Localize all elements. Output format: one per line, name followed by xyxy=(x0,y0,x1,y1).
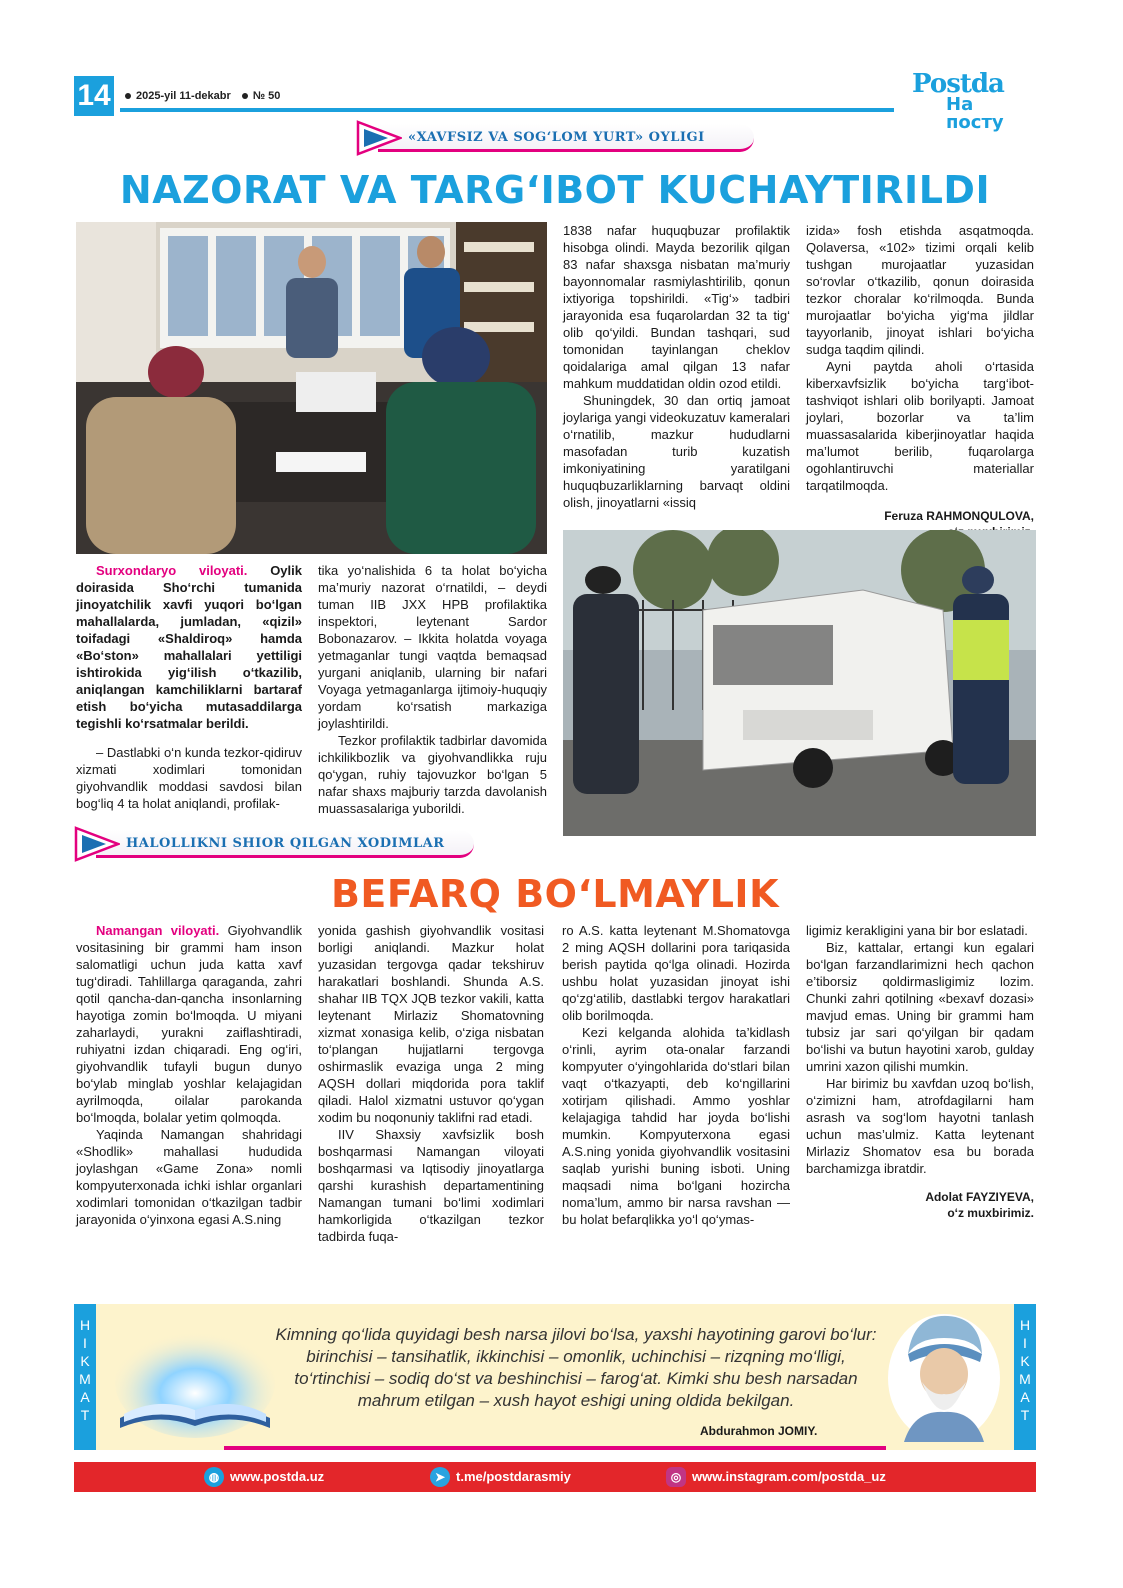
telegram-icon: ➤ xyxy=(430,1467,450,1487)
play-triangle-icon xyxy=(74,826,120,862)
wisdom-quote: Kimning qo‘lida quyidagi besh narsa jilovi bo‘lsa, yaxshi hayotining garovi bo‘lur: birinchisi – tansihatlik, ikkinchisi – omonlik, uchinchisi – rizqning mo‘lligi, to‘rtinchisi – sodiq do‘st va beshinchisi – farog‘at. Kimki shu besh narsadan mahrum etilgan – xush hayot eshigi uning oldida bekilgan. xyxy=(275,1325,877,1410)
website-link[interactable] xyxy=(204,1467,324,1487)
paragraph: 1838 nafar huquqbuzar profilaktik hisobga olindi. Mayda bezorilik qilgan 83 nafar shaxsga nisbatan ma’muriy bayonnomalar rasmiylashtirilib, qonun ixtiyoriga topshirildi. «Tig‘» tadbiri jarayonida esa fuqarolardan 32 ta tig‘ olib qo‘yildi. Bundan tashqari, sud tomonidan tayinlangan cheklov qoidalariga amal qilgan 13 nafar mahkum muddatidan oldin ozod etildi. xyxy=(563,223,790,391)
issue-date: 2025-yil 11-dekabr xyxy=(136,90,231,102)
website-url: www.postda.uz xyxy=(230,1469,325,1484)
lead-text: Giyohvandlik vositasining bir grammi ham inson salomatligi uchun juda katta xavf tug‘diradi. Tahlillarga qaraganda, zahri qotil qancha-dan-qancha insonlarning hayotiga zomin bo‘lmoqda. U miyani zaharlaydi, yurakni zaiflashtiradi, ruhiyatni izdan chiqaradi. Eng og‘iri, giyohvandlik tufayli bugun dunyo bo‘ylab minglab yoshlar kelajagidan ayrilmoqda, oilalar parokanda bo‘lmoqda, bolalar yetim qolmoqda. xyxy=(76,923,302,1125)
section-label: «XAVFSIZ VA SOG‘LOM YURT» OYLIGI xyxy=(408,130,705,145)
hikmat-side-label-left: H I K M A T xyxy=(74,1304,96,1450)
telegram-url: t.me/postdarasmiy xyxy=(456,1469,571,1484)
issue-info xyxy=(122,89,280,103)
telegram-link[interactable] xyxy=(430,1467,571,1487)
lead-paragraph xyxy=(76,562,302,732)
quote-author: Abdurahmon JOMIY. xyxy=(700,1424,818,1438)
paragraph: tika yo‘nalishida 6 ta holat bo‘yicha ma’muriy nazorat o‘rnatildi, – deydi tuman IIB JXX HPB profilaktika inspektori, leytenant Sardor Bobonazarov. – Ikkita holatda voyaga yetmaganlar tungi vaqtda bemaqsad yurgani aniqlanib, ularning bir nafari Voyaga yetmaganlarga ijtimoiy-huquqiy yordam ko‘rsatish markaziga joylashtirildi. xyxy=(318,563,547,731)
paragraph: Shuningdek, 30 dan ortiq jamoat joylariga yangi videokuzatuv kameralari o‘rnatilib, mazkur hududlarni masofadan turib kuzatish imkoniyatining yaratilgani huquqbuzarliklarning barvaqt oldini olish, jinoyatlarni «issiq xyxy=(563,393,790,510)
article2-column-4 xyxy=(806,922,1034,1221)
paragraph: Yaqinda Namangan shahridagi «Shodlik» mahallasi hududida joylashgan «Game Zona» nomli kompyuterxonada ichki ishlar organlari xodimlari tomonidan o‘tkazilgan tadbir jarayonida o‘yinxona egasi A.S.ning xyxy=(76,1127,302,1227)
article2-headline: BEFARQ BO‘LMAYLIK xyxy=(330,872,780,916)
office-meeting-photo xyxy=(76,222,547,554)
article1-column-bottom-left xyxy=(76,562,302,812)
article1-column-top-right xyxy=(806,222,1034,540)
header-rule xyxy=(120,108,894,112)
article2-column-1 xyxy=(76,922,302,1228)
paragraph: ligimiz kerakligini yana bir bor eslatadi. xyxy=(806,923,1028,938)
article2-column-2 xyxy=(318,922,544,1245)
scholar-portrait-icon xyxy=(884,1308,1004,1444)
page-number: 14 xyxy=(74,76,114,116)
hikmat-side-label-right: H I K M A T xyxy=(1014,1304,1036,1450)
instagram-icon: ◎ xyxy=(666,1467,686,1487)
article1-column-bottom-middle xyxy=(318,562,547,817)
globe-icon: ◍ xyxy=(204,1467,224,1487)
lead-paragraph xyxy=(76,922,302,1126)
newspaper-logo xyxy=(912,69,1037,133)
paragraph: IIV Shaxsiy xavfsizlik bosh boshqarmasi Namangan viloyati boshqarmasi va Iqtisodiy jinoyatlarga qarshi kurashish departamentining Namangan tumani bo‘limi xodimlari hamkorligida o‘tkazilgan tezkor tadbirda fuqa- xyxy=(318,1127,544,1244)
author-name: Feruza RAHMONQULOVA, xyxy=(884,509,1034,523)
author-name: Adolat FAYZIYEVA, xyxy=(925,1190,1034,1204)
author-role: o‘z muxbirimiz. xyxy=(947,1206,1034,1220)
paragraph: Ayni paytda aholi o‘rtasida kiberxavfsizlik bo‘yicha targ‘ibot-tashviqot ishlari olib borilyapti. Jamoat joylari, bozorlar va ta’lim muassasalarida kiberjinoyatlar haqida ma’lumot berilib, fuqarolarga ogohlantiruvchi materiallar tarqatilmoqda. xyxy=(806,359,1034,493)
paragraph: ro A.S. katta leytenant M.Shomatovga 2 ming AQSH dollarini pora tariqasida berish paytida qo‘lga olinadi. Hozirda ushbu holat yuzasidan jinoyat ishi qo‘zg‘atilib, dastlabki tergov harakatlari olib borilmoqda. xyxy=(562,923,790,1023)
lead-text: Oylik doirasida Sho‘rchi tumanida jinoyatchilik xavfi yuqori bo‘lgan mahallalarda, jumladan, «qizil» toifadagi «Shaldiroq» hamda «Bo‘ston» mahallalari yettiligi ishtirokida yig‘ilish o‘tkazilib, aniqlangan kamchiliklarni bartaraf etish bo‘yicha mutasaddilarga tegishli ko‘rsatmalar berildi. xyxy=(76,563,302,731)
logo-line-2: На посту xyxy=(946,94,1004,133)
paragraph: Biz, kattalar, ertangi kun egalari bo‘lgan farzandlarimizni hech qachon e’tiborsiz qoldirmasligimiz lozim. Chunki zahri qotilning «bexavf dozasi» mavjud emas. Uning bir grammi ham tubsiz jar sari qo‘yilgan bir qadam bo‘lishi va butun hayotini xarob, gulday umrini xazon qilishi mumkin. xyxy=(806,940,1034,1074)
play-triangle-icon xyxy=(356,120,402,156)
open-book-icon xyxy=(110,1322,280,1440)
article2-column-3 xyxy=(562,922,790,1228)
section-banner-1 xyxy=(356,120,754,156)
article1-headline: NAZORAT VA TARG‘IBOT KUCHAYTIRILDI xyxy=(119,168,991,212)
region-label: Namangan viloyati. xyxy=(96,923,220,938)
instagram-url: www.instagram.com/postda_uz xyxy=(692,1469,886,1484)
paragraph: Tezkor profilaktik tadbirlar davomida ichkilikbozlik va giyohvandlikka ruju qo‘ygan, ruhiy tajovuzkor bo‘lgan 5 nafar shaxs majburiy tarzda davolanish muassasalariga yuborildi. xyxy=(318,733,547,816)
article1-column-top-middle xyxy=(563,222,790,511)
paragraph: izida» fosh etishda asqatmoqda. Qolaversa, «102» tizimi orqali kelib tushgan murojaatlar yuzasidan so‘rovlar o‘tkazilib, qonun doirasida tezkor choralar ko‘rilmoqda. Bunda murojaatlar bo‘yicha yig‘ma jildlar tayyorlanib, jinoyat ishlari bo‘yicha sudga taqdim qilindi. xyxy=(806,223,1034,357)
issue-number: № 50 xyxy=(252,90,281,102)
paragraph: – Dastlabki o‘n kunda tezkor-qidiruv xizmati xodimlari tomonidan giyohvandlik moddasi savdosi bilan bog‘liq 4 ta holat aniqlandi, profilak- xyxy=(76,745,302,811)
section-label: HALOLLIKNI SHIOR QILGAN XODIMLAR xyxy=(126,836,445,851)
paragraph: Kezi kelganda alohida ta’kidlash o‘rinli, ayrim ota-onalar farzandi kompyuter o‘yingohlarida do‘stlari bilan vaqt o‘tkazyapti, deb ko‘ngillarini xotirjam qilishadi. Ammo yoshlar kelajagiga tahdid har joyda bo‘lishi mumkin. Kompyuterxona egasi A.S.ning yonida giyohvandlik vositasini saqlab yurishi buning isboti. Uning maqsadi nima bo‘lgani hozircha noma’lum, ammo bir narsa ravshan — bu holat befarqlikka yo‘l qo‘ymas- xyxy=(562,1025,790,1227)
paragraph: yonida gashish giyohvandlik vositasi borligi aniqlandi. Mazkur holat yuzasidan tergovga qadar tekshiruv harakatlari boshlandi. Shunda A.S. shahar IIB TQX JQB tezkor vakili, katta leytenant Mirlaziz Shomatovning xizmat xonasiga kelib, o‘ziga nisbatan to‘plangan hujjatlarni tergovga oshirmaslik evaziga unga 2 ming AQSH dollari miqdorida pora taklif qiladi. Halol xizmatni ustuvor qo‘ygan xodim bu noqonuniy taklifni rad etadi. xyxy=(318,923,544,1125)
section-banner-2 xyxy=(74,826,474,862)
instagram-link[interactable] xyxy=(666,1467,886,1487)
hikmat-divider xyxy=(224,1446,886,1450)
traffic-inspection-photo xyxy=(563,530,1036,836)
author-byline xyxy=(806,1189,1034,1221)
region-label: Surxondaryo viloyati. xyxy=(96,563,248,578)
logo-line-1: Postda xyxy=(912,69,1004,99)
paragraph: Har birimiz bu xavfdan uzoq bo‘lish, o‘zimizni ham, atrofdagilarni ham asrash va sog‘lom hayotni tanlash uchun mas’ulmiz. Katta leytenant Mirlaziz Shomatov esa bu borada barchamizga ibratdir. xyxy=(806,1076,1034,1176)
